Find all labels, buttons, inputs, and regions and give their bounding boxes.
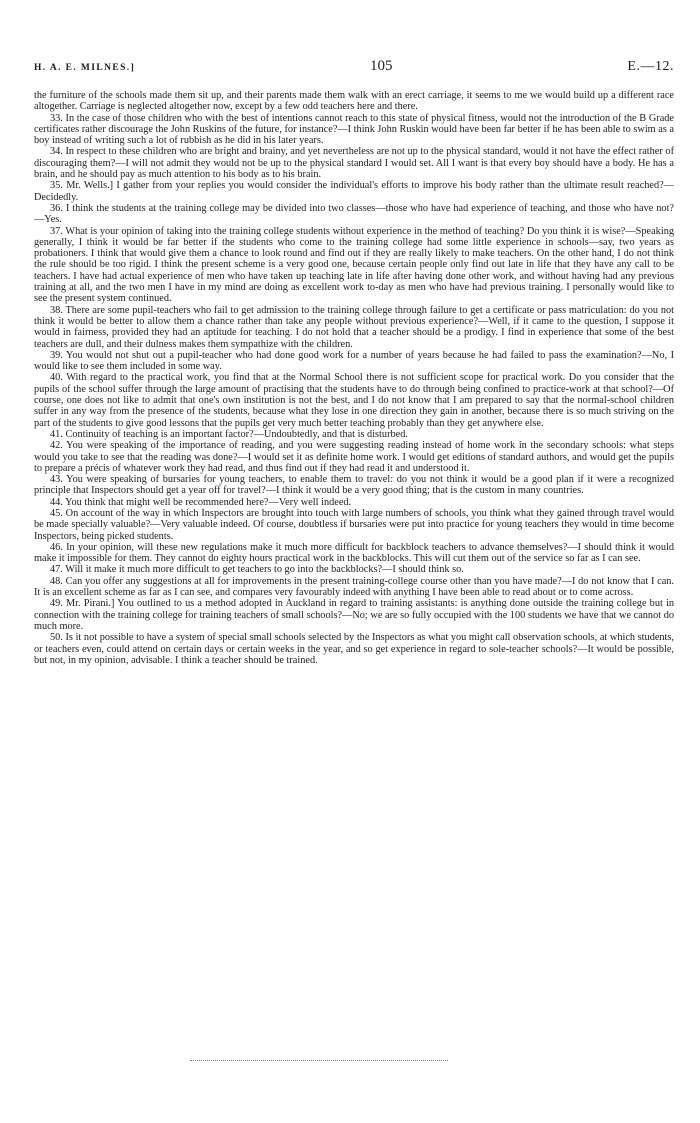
paragraph-36: 36. I think the students at the training college may be divided into two classes—those who have had experience of teaching, and those who have not?—Yes. (34, 202, 674, 226)
paragraph-42: 42. You were speaking of the importance of reading, and you were suggesting reading instead of home work in the secondary schools: what steps would you take to see that the reading was done?—I would set it as definite home work. I would get editions of standard authors, and would get the pupils to prepare a précis of whatever work they had read, and thus find out if they had read it and understood it. (34, 440, 674, 474)
paragraph-44: 44. You think that might well be recommended here?—Very well indeed. (50, 496, 352, 508)
paragraph-37: 37. What is your opinion of taking into the training college students without experience in the method of teaching? Do you think it is wise?—Speaking generally, I think it would be far better if the students who come to the training college had some little experience in schools—say, two years as probationers. I think that would give them a chance to look round and find out if they are really likely to make teachers. On the other hand, I do not think the rule should be too rigid. I think the present scheme is a very good one, because certain people only find out late in life that they have any call to be teachers. I have had actual experience of men who have taken up teaching late in life after having done other work, and without having had any previous training at all, and the two men I have in my mind are doing as excellent work to-day as men who have had previous training. I personally would like to see the present system continued. (34, 225, 674, 305)
paragraph-continued: the furniture of the schools made them sit up, and their parents made them walk with an erect carriage, it seems to me we would build up a different race altogether. Carriage is neglected altogether now, except by a few odd teachers here and there. (34, 90, 674, 113)
paragraph-47: 47. Will it make it much more difficult to get teachers to go into the backblocks?—I should think so. (50, 564, 464, 576)
header-witness-name: H. A. E. MILNES.] (34, 63, 136, 73)
page-body (34, 90, 674, 666)
paragraph-39: 39. You would not shut out a pupil-teacher who had done good work for a number of years because he had failed to pass the examination?—No, I would like to see them included in some way. (34, 349, 674, 373)
paragraph-40: 40. With regard to the practical work, you find that at the Normal School there is not sufficient scope for practical work. Do you consider that the pupils of the school suffer through the large amount of practising that the students have to do through being confined to practice-work at that school?—Of course, one does not like to admit that one's own institution is not the best, and I do not know that I am prepared to say that the normal-school children suffer in any way from the presence of the students, because what they lose in one direction they gain in another, because there is so much striving on the part of the students to give good lessons that the pupils get very much better teaching probably than they get anywhere else. (34, 372, 674, 429)
page-number: 105 (370, 58, 393, 74)
paragraph-38: 38. There are some pupil-teachers who fail to get admission to the training college through failure to get a certificate or pass matriculation: do you not think it would be better to allow them a chance rather than take any people without previous experience?—Well, if it came to the question, I suppose it would in fairness, provided they had an aptitude for teaching. I do not hold that a teacher should be a prodigy. I find in experience that some of the best teachers are dull, and their dulness makes them sympathize with the children. (34, 304, 674, 350)
footer-divider (190, 1060, 448, 1061)
header-paper-reference: E.—12. (627, 59, 674, 74)
paragraph-50: 50. Is it not possible to have a system of special small schools selected by the Inspectors as what you might call observation schools, at which students, or teachers even, could attend on certain days or certain weeks in the year, and so get experience in regard to sole-teacher schools?—It would be possible, but not, in my opinion, advisable. I think a teacher should be trained. (34, 632, 674, 666)
paragraph-35: 35. Mr. Wells.] I gather from your replies you would consider the individual's efforts to improve his body rather than the ultimate result reached?—Decidedly. (34, 180, 674, 203)
paragraph-43: 43. You were speaking of bursaries for young teachers, to enable them to travel: do you not think it would be a good plan if it were a recognized principle that Inspectors should get a year off for travel?—I think it would be a very good thing; that is the custom in many countries. (34, 474, 674, 497)
paragraph-49: 49. Mr. Pirani.] You outlined to us a method adopted in Auckland in regard to training assistants: is anything done outside the training college but in connection with the training college for training teachers of small schools?—No; we are so fully occupied with the 100 students we have that we cannot do much more. (34, 598, 674, 632)
paragraph-45: 45. On account of the way in which Inspectors are brought into touch with large numbers of schools, you think what they gained through travel would be made specially valuable?—Very valuable indeed. Of course, doubtless if bursaries were put into practice for young teachers they would in time become Inspectors, being picked students. (34, 507, 674, 542)
paragraph-34: 34. In respect to these children who are bright and brainy, and yet nevertheless are not up to the physical standard, would it not have the effect rather of discouraging them?—I will not admit they would not be up to the physical standard I would set. All I want is that every boy should have a body. He has a brain, and he should pay as much attention to his body as to his brain. (34, 146, 674, 181)
paragraph-46: 46. In your opinion, will these new regulations make it much more difficult for backblock teachers to advance themselves?—I should think it would make it impossible for them. They cannot do eighty hours practical work in the backblocks. This will cut them out of the service so far as I can see. (34, 541, 674, 565)
paragraph-48: 48. Can you offer any suggestions at all for improvements in the present training-college course other than you have made?—I do not know that I can. It is an excellent scheme as far as I can see, and compares very favourably indeed with anything I have been able to read about or to come across. (34, 575, 674, 599)
paragraph-33: 33. In the case of those children who with the best of intentions cannot reach to this state of physical fitness, would not the introduction of the B Grade certificates rather discourage the John Ruskins of the future, for instance?—I think John Ruskin would have been far better if he has been able to swim as a boy instead of writing such a lot of rubbish as he did in his later years. (34, 112, 674, 147)
page-header (34, 58, 674, 90)
paragraph-41: 41. Continuity of teaching is an important factor?—Undoubtedly, and that is disturbed. (50, 428, 408, 440)
